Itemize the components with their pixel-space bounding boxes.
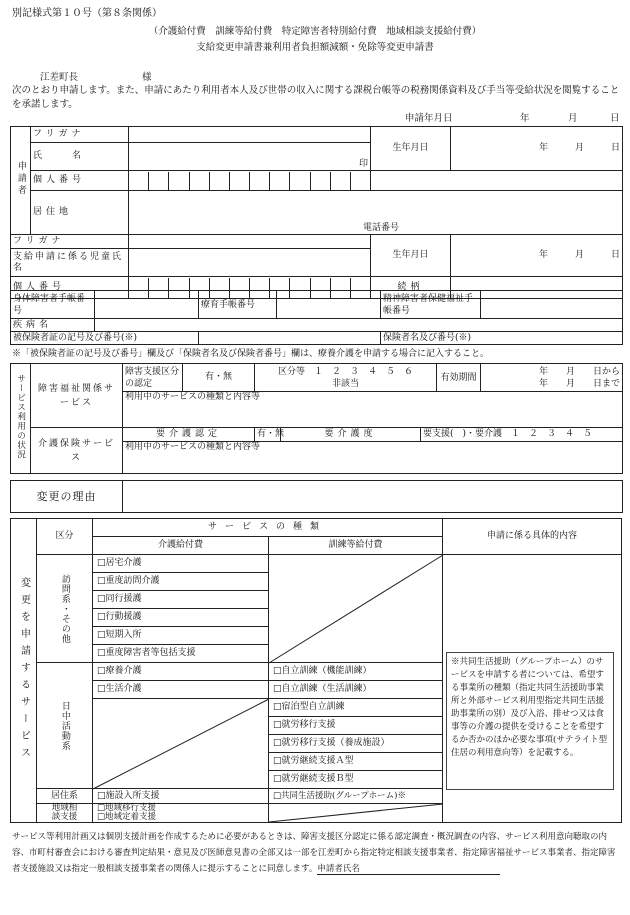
service-item[interactable]: □就労継続支援Ｂ型	[269, 771, 443, 789]
group-day-training-list	[269, 663, 443, 789]
service-item[interactable]: □就労移行支援	[269, 717, 443, 735]
group-visit-care-list	[93, 555, 269, 663]
child-furigana-label: フリガナ	[11, 235, 129, 249]
address-label: 居住地	[31, 191, 129, 235]
service-item[interactable]: □生活介護	[93, 681, 269, 699]
service-item[interactable]: □共同生活援助(グループホーム)※	[269, 789, 443, 804]
group-day-label: 日中活動系	[37, 663, 93, 789]
application-date-month: 月	[568, 113, 578, 124]
applicant-section-label: 申請者	[11, 127, 31, 235]
child-name-label: 支給申請に係る児童氏名	[11, 249, 129, 277]
service-item[interactable]: □就労継続支援Ａ型	[269, 753, 443, 771]
diagonal-line	[269, 804, 443, 822]
service-item[interactable]: □自立訓練（機能訓練）	[269, 663, 443, 681]
welfare-service-label: 障害福祉関係サービス	[31, 364, 123, 428]
service-item[interactable]: □短期入所	[93, 627, 269, 645]
validity-label: 有効期間	[437, 364, 481, 392]
category-header: 区分	[37, 519, 93, 555]
reason-input[interactable]	[123, 481, 623, 513]
service-item[interactable]: □重度訪問介護	[93, 573, 269, 591]
service-status-section-label: サービス利用の状況	[11, 364, 31, 474]
care-insurance-label: 介護保険サービス	[31, 428, 123, 474]
group-community-training-empty	[269, 804, 443, 822]
group-day-care-empty	[93, 699, 269, 789]
group-day-care-list	[93, 663, 269, 789]
diagonal-line	[93, 699, 269, 789]
relationship-label: 続柄	[371, 277, 451, 299]
group-community-care-list	[93, 804, 269, 822]
detail-header: 申請に係る具体的内容	[443, 519, 621, 555]
service-item[interactable]: □行動援護	[93, 609, 269, 627]
personal-number-label: 個人番号	[31, 171, 129, 191]
certificates-table	[10, 290, 623, 345]
benefit-types: （介護給付費 訓練等給付費 特定障害者特別給付費 地域相談支援給付費）	[148, 26, 482, 37]
disease-name-label: 疾病名	[11, 319, 95, 332]
support-area-yes-no[interactable]: 有・無	[183, 364, 255, 392]
service-item[interactable]: □自立訓練（生活訓練）	[269, 681, 443, 699]
insured-number-input[interactable]	[199, 332, 381, 345]
services-section-label: 変更を申請するサービス	[11, 519, 37, 822]
address-input[interactable]	[129, 191, 623, 235]
personal-number-input[interactable]	[129, 171, 371, 191]
name-input[interactable]	[129, 143, 371, 171]
reason-table	[10, 480, 623, 513]
insured-number-label: 被保険者証の記号及び番号(※)	[11, 332, 199, 345]
mental-handbook-input[interactable]	[481, 291, 623, 319]
child-birthdate-label: 生年月日	[371, 235, 451, 277]
reason-label: 変更の理由	[11, 481, 123, 513]
care-level-label: 要介護度	[281, 428, 421, 442]
application-date-year: 年	[520, 113, 530, 124]
care-cert-label: 要介護認定	[123, 428, 255, 442]
support-area-label: 障害支援区分の認定	[123, 364, 183, 392]
phone-label: 電話番号	[363, 223, 400, 234]
service-item[interactable]: □施設入所支援	[93, 789, 269, 804]
name-label: 氏 名	[31, 143, 129, 171]
application-date-day: 日	[610, 113, 620, 124]
care-cert-yes-no[interactable]: 有・無	[255, 428, 281, 442]
seal-mark: 印	[358, 159, 368, 170]
furigana-label: フリガナ	[31, 127, 129, 143]
page-title: 支給変更申請書兼利用者負担額減額・免除等変更申請書	[196, 42, 434, 53]
group-visit-label: 訪問系・その他	[37, 555, 93, 663]
insurer-number-label: 保険者名及び番号(※)	[381, 332, 623, 345]
service-item[interactable]: □同行援護	[93, 591, 269, 609]
care-benefit-header: 介護給付費	[93, 537, 269, 555]
training-benefit-header: 訓練等給付費	[269, 537, 443, 555]
birthdate-label: 生年月日	[371, 127, 451, 171]
types-header: サービスの種類	[93, 519, 443, 537]
welfare-current-services[interactable]: 利用中のサービスの種類と内容等	[123, 392, 623, 428]
group-visit-training-empty	[269, 555, 443, 663]
group-community-label: 地域相 談支援	[37, 804, 93, 822]
child-personal-number-label: 個人番号	[11, 277, 129, 299]
service-item[interactable]: □就労移行支援（養成施設）	[269, 735, 443, 753]
mental-handbook-label: 精神障害者保健福祉手帳番号	[381, 291, 481, 319]
service-item[interactable]: □重度障害者等包括支援	[93, 645, 269, 663]
service-status-table	[10, 363, 623, 474]
child-furigana-input[interactable]	[129, 235, 371, 249]
birthdate-input[interactable]: 年 月 日	[451, 127, 623, 171]
support-area-grade[interactable]: 区分等 １ ２ ３ ４ ５ ６ 非該当	[255, 364, 437, 392]
group-home-note: ※共同生活援助（グループホーム）のサービスを申請する者については、希望する事業所の種類（指定共同生活援助事業所と外部サービス利用型指定共同生活援助事業所の別）及び入浴、排せつ又は食事等の介護の提供を受けることを希望するか否かのほか必要な事項(サテライト型住居の利用意向等）を記載する。	[446, 652, 614, 790]
service-item[interactable]: □地域移行支援	[97, 803, 157, 813]
diagonal-line	[269, 555, 443, 663]
furigana-input[interactable]	[129, 127, 371, 143]
applicant-table	[10, 126, 623, 299]
child-name-input[interactable]	[129, 249, 371, 277]
ryoiku-handbook-input[interactable]	[277, 291, 381, 319]
validity-period[interactable]: 年 月 日から 年 月 日まで	[481, 364, 623, 392]
addressee-honorific: 様	[142, 72, 152, 83]
ryoiku-handbook-label: 療育手帳番号	[199, 291, 277, 319]
group-residence-label: 居住系	[37, 789, 93, 804]
intro-text: 次のとおり申請します。また、申請にあたり利用者本人及び世帯の収入に関する課税台帳等の税務関係資料及び手当等受給状況を閲覧することを承諾します。	[12, 85, 620, 110]
care-current-services[interactable]: 利用中のサービスの種類と内容等	[123, 442, 623, 474]
insurance-note: ※「被保険者証の記号及び番号」欄及び「保険者名及び保険者番号」欄は、療養介護を申請する場合に記入すること。	[12, 349, 490, 359]
consent-text: サービス等利用計画又は個別支援計画を作成するために必要があるときは、障害支援区分認定に係る認定調査・概況調査の内容、サービス利用意向聴取の内容、市町村審査会における審査判定結果・意見及び医師意見書の全部又は一部を江差町から指定特定相談支援事業者、指定障害福祉サービス事業者、指定障害者支援施設又は指定一般相談支援事業者の関係人に提示することに同意します。申請者氏名	[12, 832, 616, 874]
application-date-label: 申請年月日	[405, 113, 453, 124]
addressee: 江差町長	[40, 72, 79, 83]
child-birthdate-input[interactable]: 年 月 日	[451, 235, 623, 277]
care-level-value[interactable]: 要支援( )・要介護 １ ２ ３ ４ ５	[421, 428, 623, 442]
service-item[interactable]: □地域定着支援	[97, 812, 157, 822]
service-item[interactable]: □居宅介護	[93, 555, 269, 573]
disability-handbook-label: 身体障害者手帳番号	[11, 291, 95, 319]
service-item[interactable]: □療養介護	[93, 663, 269, 681]
signer-name-field[interactable]: 申請者氏名	[317, 864, 500, 875]
service-item[interactable]: □宿泊型自立訓練	[269, 699, 443, 717]
disease-name-input[interactable]	[95, 319, 623, 332]
disability-handbook-input[interactable]	[95, 291, 199, 319]
form-number: 別記様式第１０号（第８条関係）	[12, 8, 162, 19]
